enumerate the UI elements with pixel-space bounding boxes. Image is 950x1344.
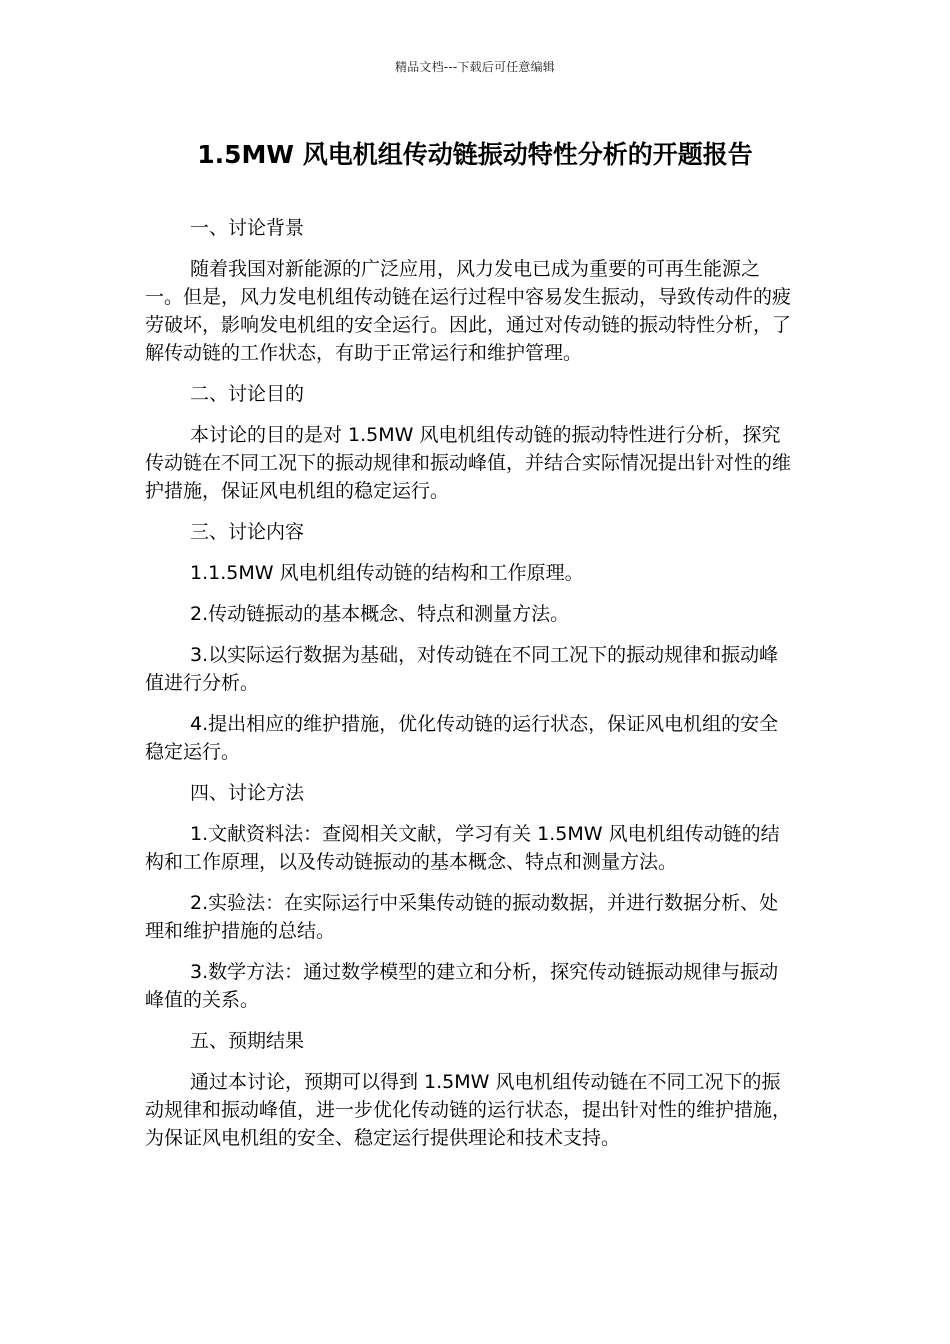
section-heading-results: 五、预期结果 xyxy=(190,1030,305,1052)
content-item: 3.以实际运行数据为基础，对传动链在不同工况下的振动规律和振动峰值进行分析。 xyxy=(145,644,779,694)
document-body xyxy=(145,214,795,1165)
purpose-paragraph: 本讨论的目的是对 1.5MW 风电机组传动链的振动特性进行分析，探究传动链在不同工况下的振动规律和振动峰值，并结合实际情况提出针对性的维护措施，保证风电机组的稳定运行。 xyxy=(145,424,792,502)
method-item: 1.文献资料法：查阅相关文献，学习有关 1.5MW 风电机组传动链的结构和工作原理，以及传动链振动的基本概念、特点和测量方法。 xyxy=(145,823,780,873)
background-paragraph: 随着我国对新能源的广泛应用，风力发电已成为重要的可再生能源之一。但是，风力发电机组传动链在运行过程中容易发生振动，导致传动件的疲劳破坏，影响发电机组的安全运行。因此，通过对传动链的振动特性分析，了解传动链的工作状态，有助于正常运行和维护管理。 xyxy=(145,258,792,364)
content-item: 2.传动链振动的基本概念、特点和测量方法。 xyxy=(190,603,570,625)
section-heading-content: 三、讨论内容 xyxy=(190,521,305,543)
content-item: 1.1.5MW 风电机组传动链的结构和工作原理。 xyxy=(190,562,584,584)
content-item: 4.提出相应的维护措施，优化传动链的运行状态，保证风电机组的安全稳定运行。 xyxy=(145,713,779,763)
section-heading-purpose: 二、讨论目的 xyxy=(190,383,305,405)
document-title: 1.5MW 风电机组传动链振动特性分析的开题报告 xyxy=(197,140,753,169)
results-paragraph: 通过本讨论，预期可以得到 1.5MW 风电机组传动链在不同工况下的振动规律和振动峰值，进一步优化传动链的运行状态，提出针对性的维护措施，为保证风电机组的安全、稳定运行提供理论和技术支持。 xyxy=(145,1071,792,1149)
section-heading-background: 一、讨论背景 xyxy=(190,217,305,239)
method-item: 3.数学方法：通过数学模型的建立和分析，探究传动链振动规律与振动峰值的关系。 xyxy=(145,961,779,1011)
section-heading-methods: 四、讨论方法 xyxy=(190,782,305,804)
method-item: 2.实验法：在实际运行中采集传动链的振动数据，并进行数据分析、处理和维护措施的总结。 xyxy=(145,892,779,942)
header-note: 精品文档---下载后可任意编辑 xyxy=(395,60,555,74)
